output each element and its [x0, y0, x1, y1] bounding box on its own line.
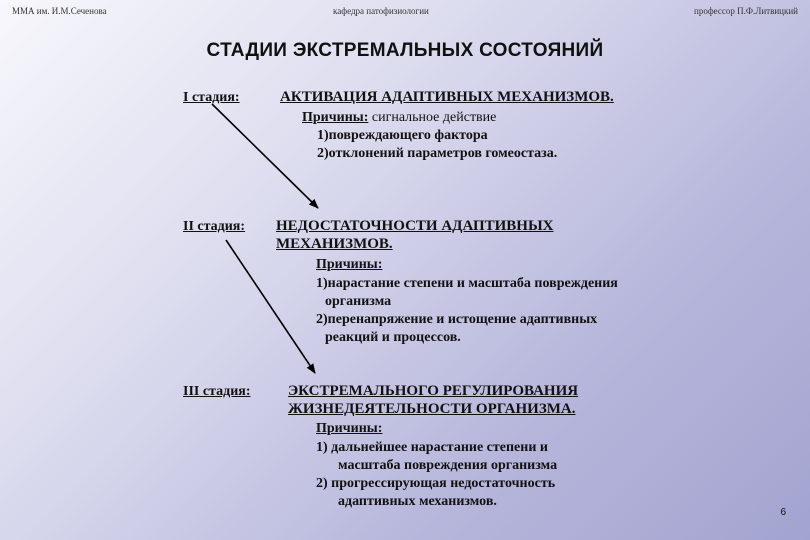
stage-2-cause-1: 1)нарастание степени и масштаба повреждения — [316, 276, 618, 291]
stage-2-cause-2: 2)перенапряжение и истощение адаптивных — [316, 312, 598, 327]
stage-2-cause-2-cont: реакций и процессов. — [325, 330, 461, 345]
page-number: 6 — [780, 507, 786, 518]
stage-3-cause-1: 1) дальнейшее нарастание степени и — [316, 440, 548, 455]
header-author: профессор П.Ф.Литвицкий — [694, 6, 798, 16]
stage-1-label: I стадия: — [183, 90, 240, 105]
stage-1-cause-1: 1)повреждающего фактора — [317, 128, 488, 143]
stage-2-heading-line-1: НЕДОСТАТОЧНОСТИ АДАПТИВНЫХ — [276, 218, 554, 234]
stage-1-causes — [302, 109, 496, 127]
arrow-stage2-to-stage3 — [226, 240, 315, 373]
stage-3-heading-line-2: ЖИЗНЕДЕЯТЕЛЬНОСТИ ОРГАНИЗМА. — [288, 401, 576, 417]
stage-2-cause-1-cont: организма — [325, 294, 392, 309]
stage-3-cause-2: 2) прогрессирующая недостаточность — [316, 476, 556, 491]
stage-2-heading-line-2: МЕХАНИЗМОВ. — [276, 236, 393, 252]
stage-3-label: III стадия: — [183, 384, 251, 399]
stage-3-causes-label: Причины: — [316, 421, 383, 436]
stage-2-causes-label: Причины: — [316, 257, 383, 272]
slide-title: СТАДИИ ЭКСТРЕМАЛЬНЫХ СОСТОЯНИЙ — [206, 40, 604, 61]
stage-3-cause-2-cont: адаптивных механизмов. — [338, 494, 497, 509]
stage-1-cause-2: 2)отклонений параметров гомеостаза. — [317, 146, 558, 161]
stage-3-cause-1-cont: масштаба повреждения организма — [338, 458, 558, 473]
stage-1-causes-suffix: сигнальное действие — [368, 110, 497, 125]
stage-2-label: II стадия: — [183, 219, 246, 234]
header-institution: ММА им. И.М.Сеченова — [12, 6, 107, 16]
stage-3-heading-line-1: ЭКСТРЕМАЛЬНОГО РЕГУЛИРОВАНИЯ — [288, 383, 579, 399]
header-department: кафедра патофизиологии — [333, 6, 429, 16]
stage-1-causes-label: Причины: — [302, 110, 369, 125]
stage-1-heading: АКТИВАЦИЯ АДАПТИВНЫХ МЕХАНИЗМОВ. — [280, 89, 614, 105]
